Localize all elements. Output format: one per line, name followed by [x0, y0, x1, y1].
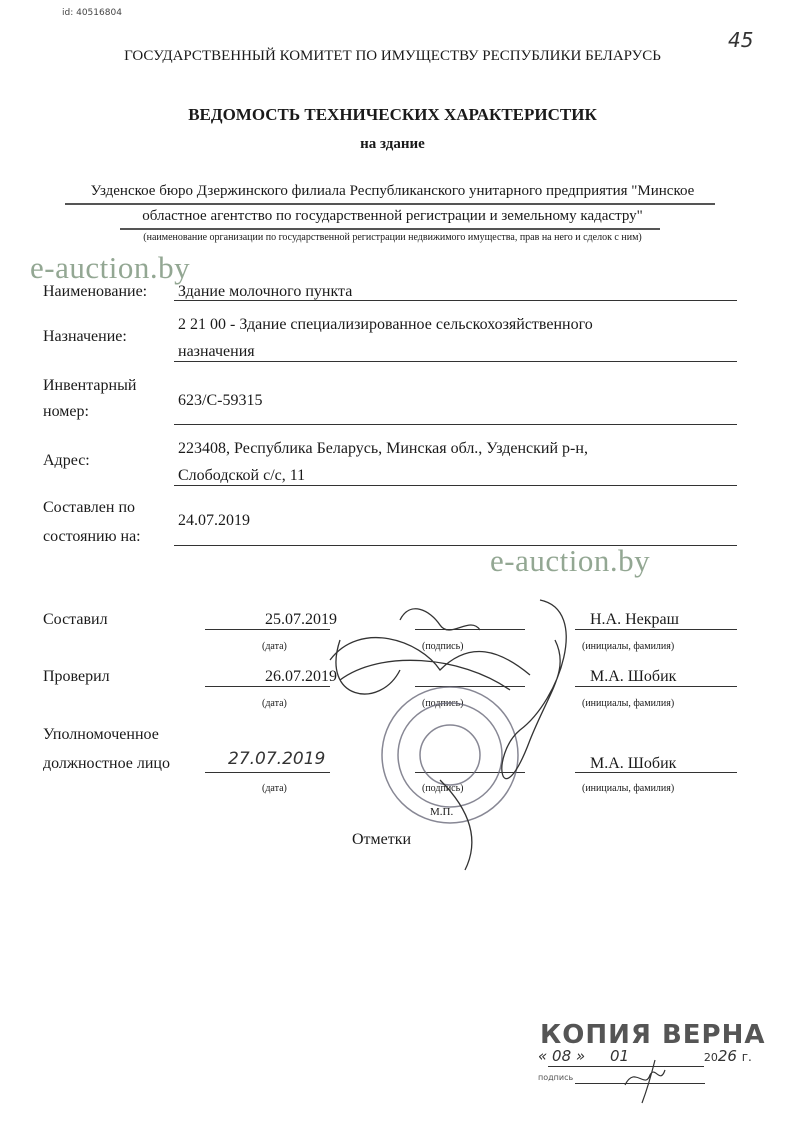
checked-date: 26.07.2019 [265, 668, 337, 685]
name-label: Наименование: [43, 283, 148, 300]
document-subtitle: на здание [360, 136, 425, 152]
document-id: id: 40516804 [62, 8, 122, 18]
official-name: М.А. Шобик [590, 755, 677, 772]
organization-caption: (наименование организации по государственной регистрации недвижимого имущества, прав на него и сделок с ним) [143, 232, 642, 243]
checked-label: Проверил [43, 668, 110, 685]
purpose-value-1: 2 21 00 - Здание специализированное сельскохозяйственного [178, 316, 593, 333]
purpose-label: Назначение: [43, 328, 127, 345]
caption-name: (инициалы, фамилия) [582, 783, 675, 794]
handwritten-page-number: 45 [728, 28, 754, 52]
organization-line-1: Узденское бюро Дзержинского филиала Республиканского унитарного предприятия "Минское [90, 183, 695, 199]
copy-signature-label: подпись [538, 1073, 574, 1082]
inventory-label-1: Инвентарный [43, 377, 137, 394]
organization-line-2: областное агентство по государственной регистрации и земельному кадастру" [142, 208, 643, 224]
signature-scribbles [330, 600, 566, 870]
copy-stamp-title: КОПИЯ ВЕРНА [540, 1020, 766, 1050]
caption-signature: (подпись) [422, 783, 464, 794]
address-value-2: Слободской с/с, 11 [178, 467, 306, 484]
copy-year: 26 [717, 1047, 737, 1065]
watermark: e-auction.by [30, 250, 191, 285]
caption-signature: (подпись) [422, 641, 464, 652]
purpose-value-2: назначения [178, 343, 255, 360]
copy-month: 01 [609, 1047, 630, 1065]
compiled-date: 25.07.2019 [265, 611, 337, 628]
official-label-2: должностное лицо [43, 755, 170, 772]
address-value-1: 223408, Республика Беларусь, Минская обл., Узденский р-н, [178, 440, 588, 457]
copy-signature-icon [620, 1055, 680, 1105]
inventory-value: 623/С-59315 [178, 392, 263, 409]
copy-year-suffix: г. [741, 1050, 752, 1064]
copy-day: 08 [552, 1047, 572, 1065]
state-label-2: состоянию на: [43, 528, 141, 545]
caption-name: (инициалы, фамилия) [582, 698, 675, 709]
watermark: e-auction.by [490, 543, 651, 578]
round-seal-icon [382, 687, 518, 823]
notes-label: Отметки [352, 831, 412, 848]
compiled-label: Составил [43, 611, 108, 628]
caption-date: (дата) [262, 783, 287, 794]
official-date: 27.07.2019 [228, 749, 326, 769]
document-title: ВЕДОМОСТЬ ТЕХНИЧЕСКИХ ХАРАКТЕРИСТИК [188, 105, 597, 124]
caption-date: (дата) [262, 641, 287, 652]
caption-signature: (подпись) [422, 698, 464, 709]
official-label-1: Уполномоченное [43, 726, 159, 743]
caption-date: (дата) [262, 698, 287, 709]
copy-year-prefix: 20 [703, 1051, 718, 1064]
checked-name: М.А. Шобик [590, 668, 677, 685]
seal-and-signatures [300, 580, 600, 900]
open-quote: « [538, 1047, 548, 1065]
address-label: Адрес: [43, 452, 90, 469]
name-value: Здание молочного пункта [178, 283, 353, 300]
state-value: 24.07.2019 [178, 512, 250, 529]
state-label-1: Составлен по [43, 499, 136, 516]
inventory-label-2: номер: [43, 403, 89, 420]
close-quote: » [575, 1047, 586, 1065]
committee-name: ГОСУДАРСТВЕННЫЙ КОМИТЕТ ПО ИМУЩЕСТВУ РЕСПУБЛИКИ БЕЛАРУСЬ [124, 48, 661, 64]
compiled-name: Н.А. Некраш [590, 611, 679, 628]
caption-name: (инициалы, фамилия) [582, 641, 675, 652]
seal-place: М.П. [430, 806, 454, 818]
